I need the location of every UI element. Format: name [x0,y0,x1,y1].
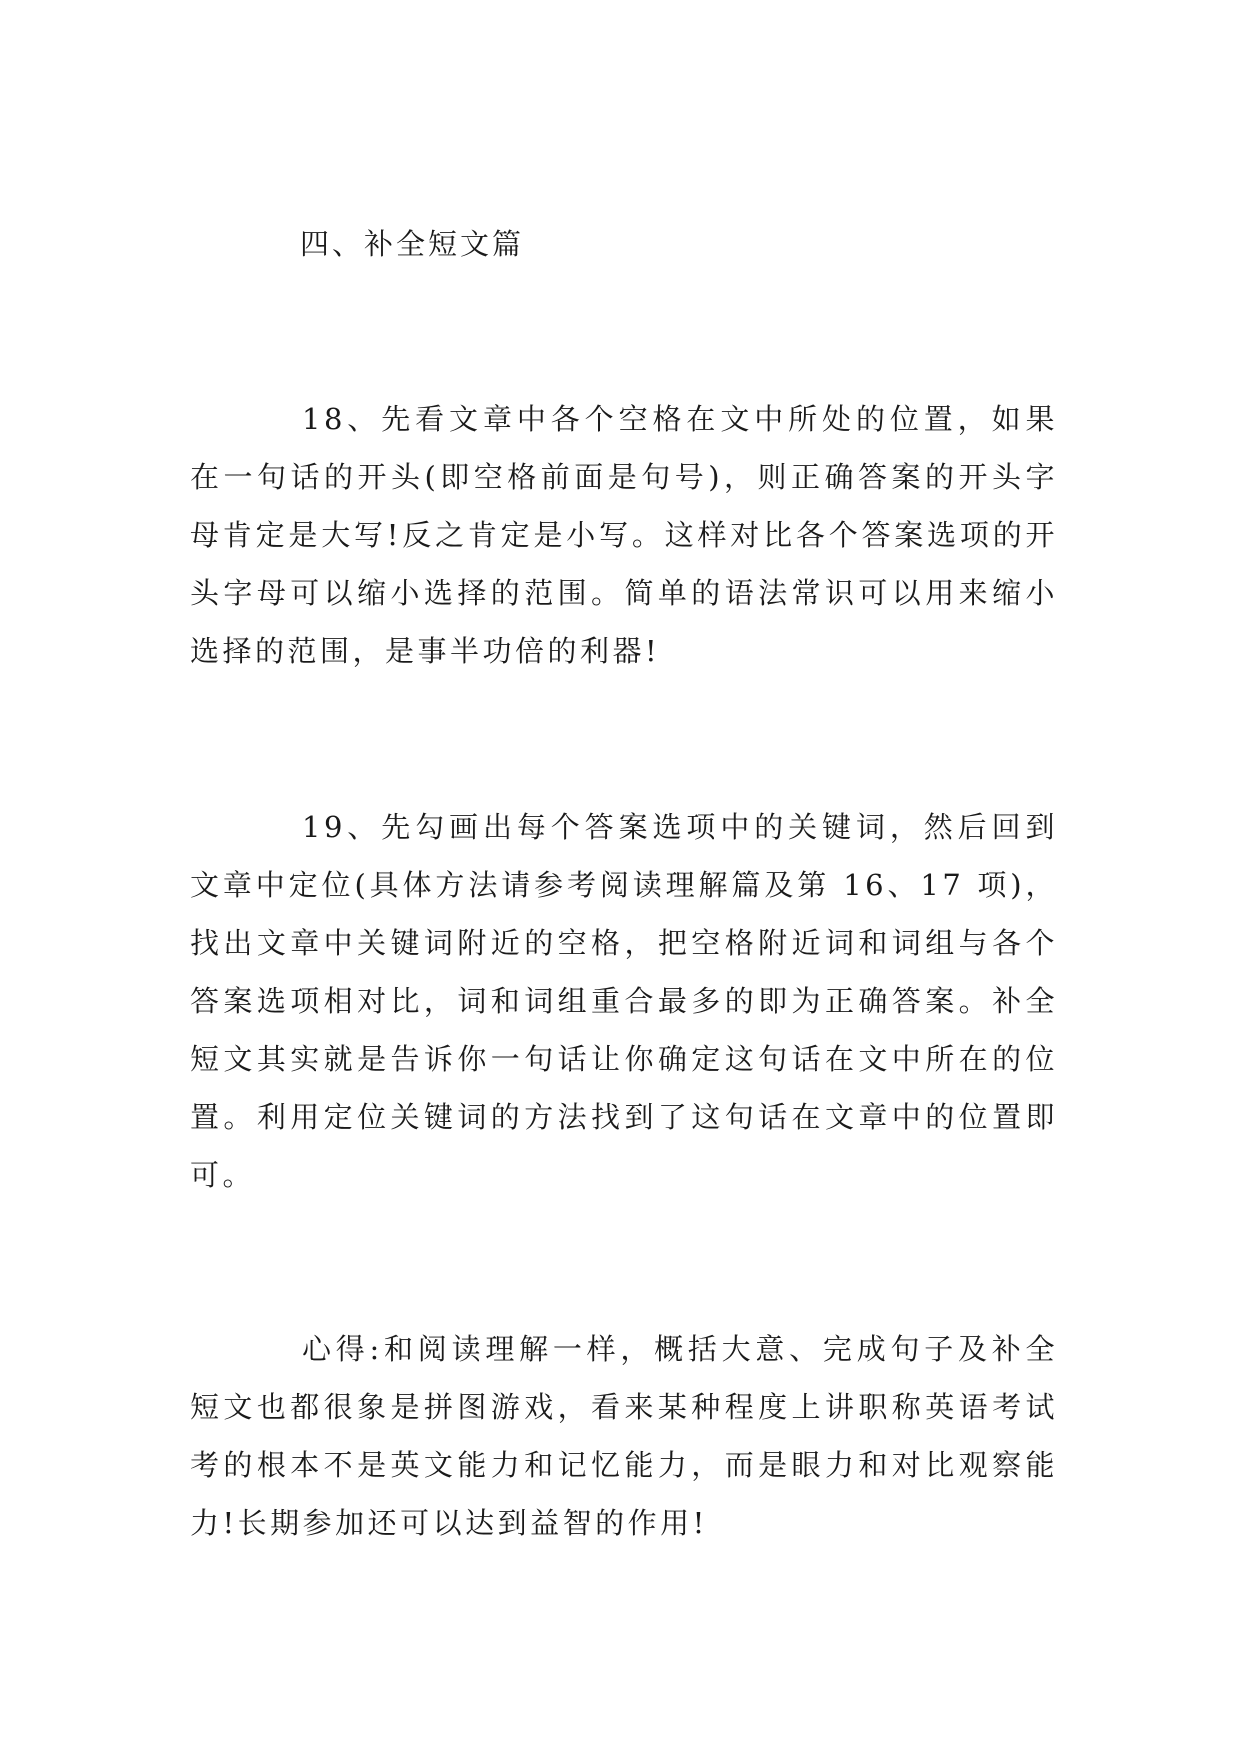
paragraph-item-18: 18、先看文章中各个空格在文中所处的位置，如果在一句话的开头(即空格前面是句号)，则正确答案的开头字母肯定是大写!反之肯定是小写。这样对比各个答案选项的开头字母可以缩小选择的范围。简单的语法常识可以用来缩小选择的范围，是事半功倍的利器! [190,402,1058,668]
paragraph-item-19: 19、先勾画出每个答案选项中的关键词，然后回到文章中定位(具体方法请参考阅读理解篇及第 16、17 项)，找出文章中关键词附近的空格，把空格附近词和词组与各个答案选项相对比，词和词组重合最多的即为正确答案。补全短文其实就是告诉你一句话让你确定这句话在文中所在的位置。利用定位关键词的方法找到了这句话在文章中的位置即可。 [190,810,1058,1192]
paragraph-summary: 心得:和阅读理解一样，概括大意、完成句子及补全短文也都很象是拼图游戏，看来某种程度上讲职称英语考试考的根本不是英文能力和记忆能力，而是眼力和对比观察能力!长期参加还可以达到益智的作用! [190,1332,1058,1540]
section-heading: 四、补全短文篇 [300,227,525,261]
